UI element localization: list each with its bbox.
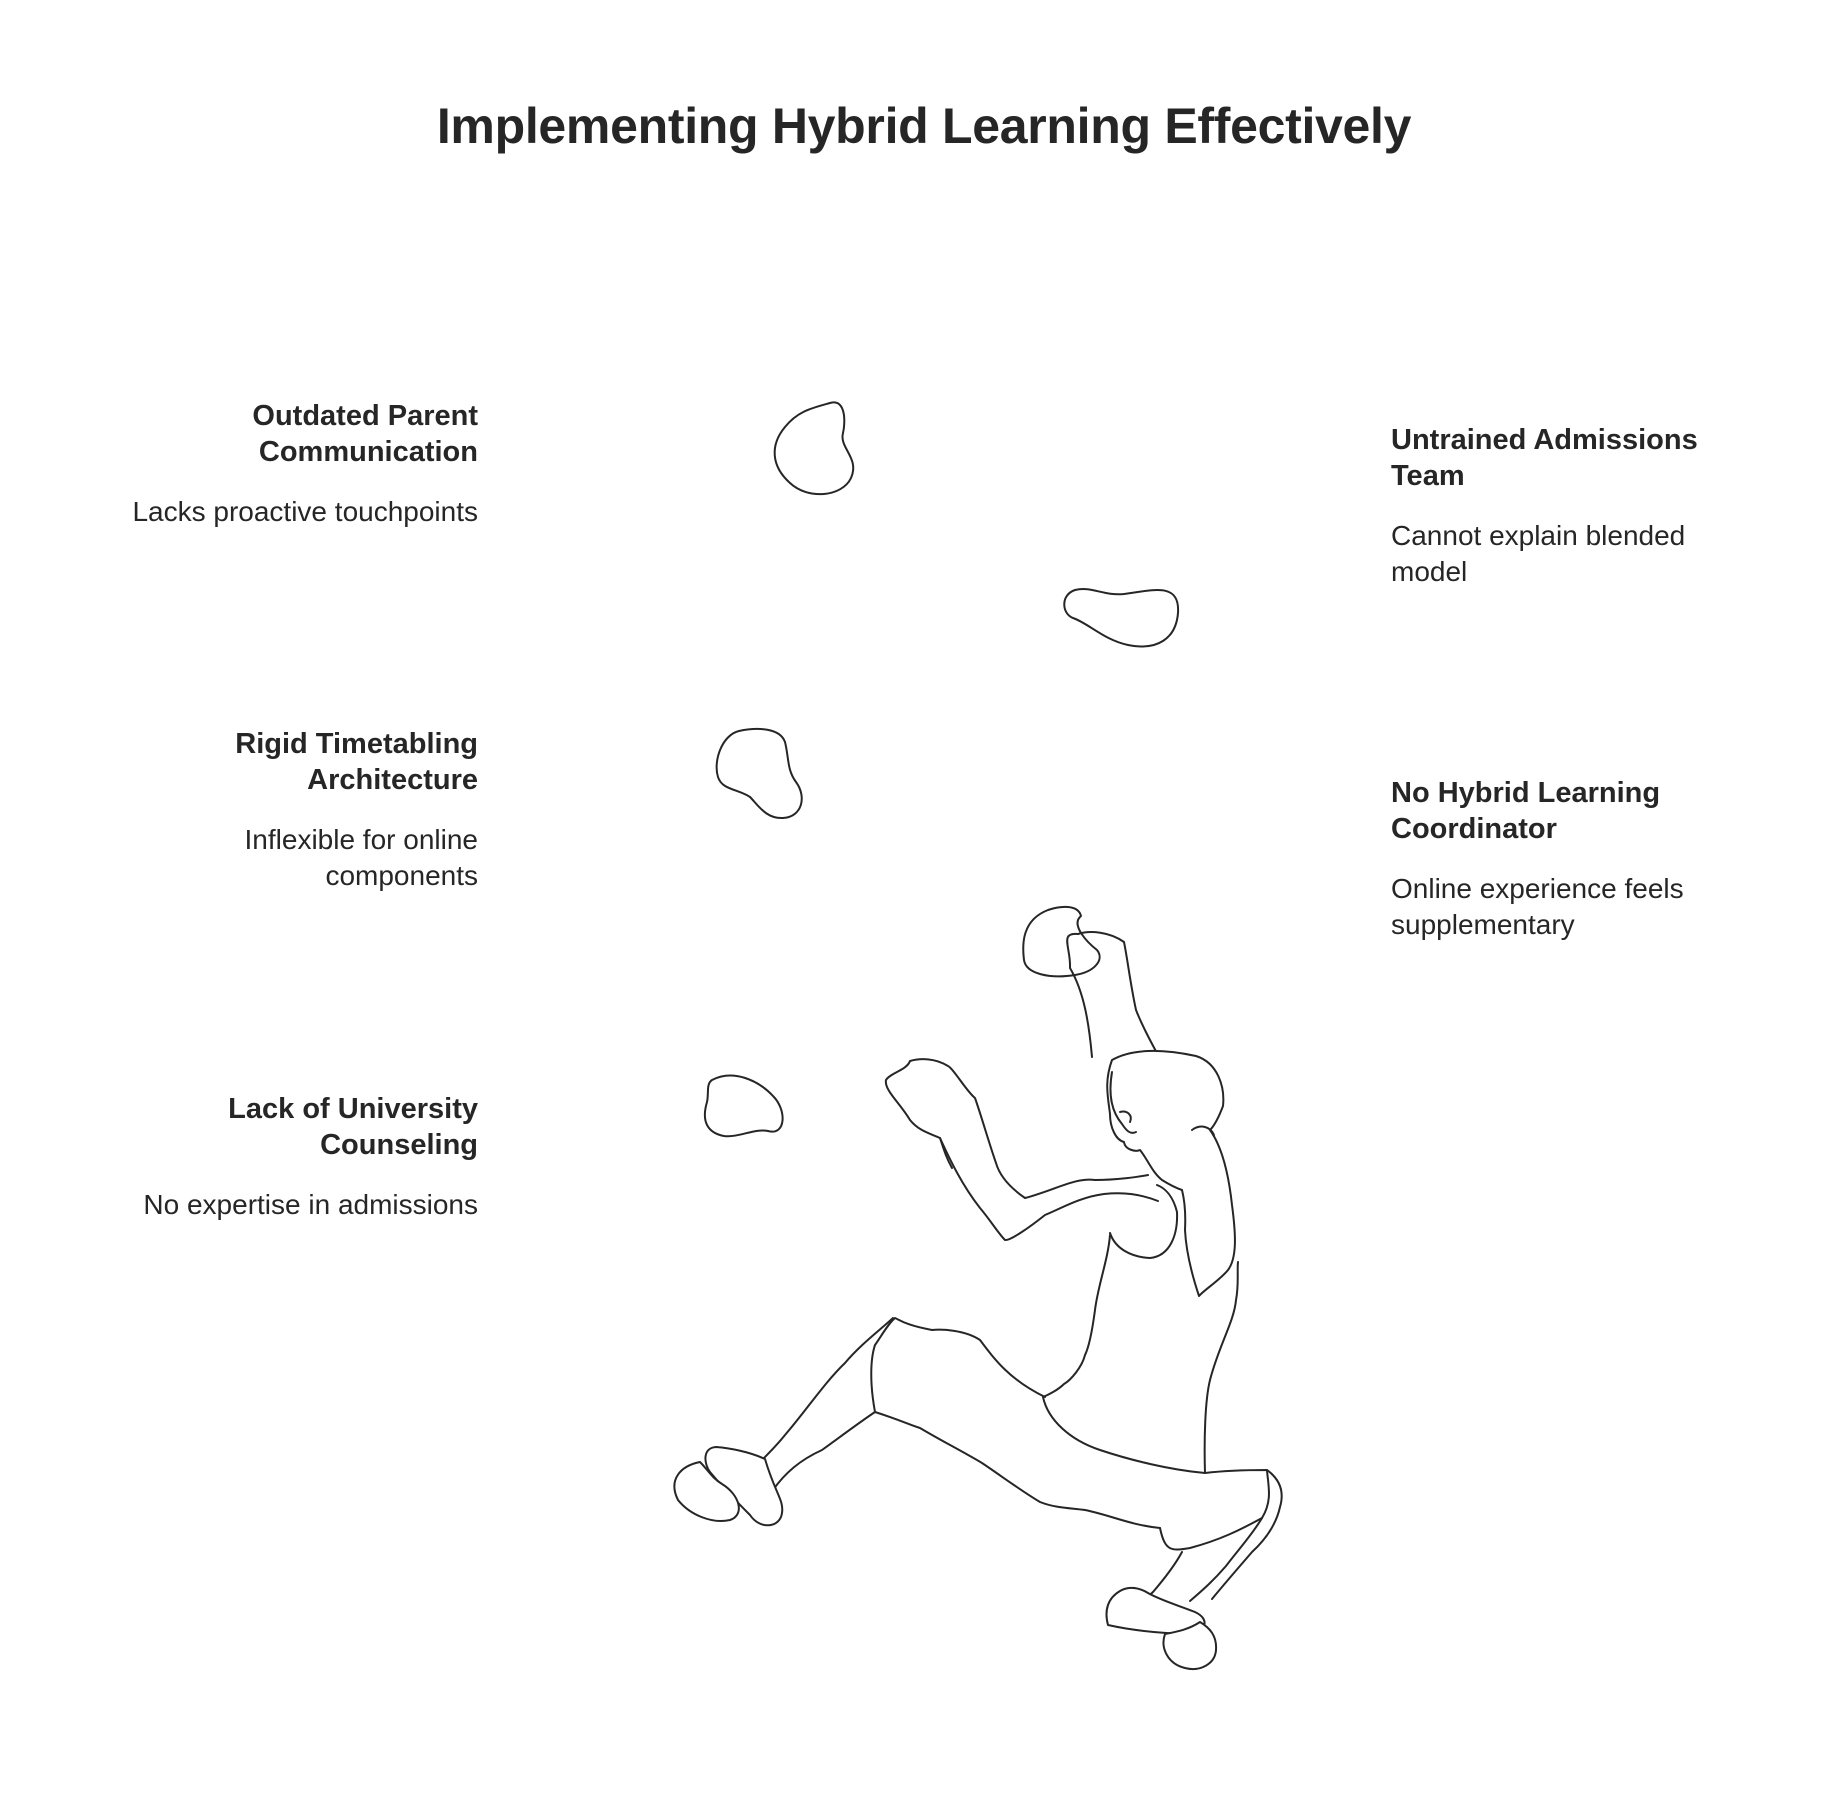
climbing-hold-icon: [775, 402, 854, 494]
climbing-hold-icon: [705, 1076, 783, 1137]
climbing-hold-icon: [1064, 589, 1178, 646]
page-title: Implementing Hybrid Learning Effectively: [436, 98, 1412, 154]
climbing-hold-icon: [717, 729, 802, 818]
challenge-heading: Rigid Timetabling Architecture: [235, 728, 478, 796]
climbing-hold-icon: [1023, 907, 1099, 976]
challenge-heading: No Hybrid Learning Coordinator: [1391, 777, 1661, 845]
challenge-heading: Outdated Parent Communication: [252, 400, 478, 468]
climber-figure: [674, 932, 1281, 1669]
challenge-heading: Untrained Admissions Team: [1391, 424, 1698, 492]
challenge-description: Lacks proactive touchpoints: [132, 496, 478, 527]
challenge-heading: Lack of University Counseling: [228, 1093, 478, 1161]
challenge-description: Cannot explain blended model: [1391, 520, 1686, 587]
challenge-description: Inflexible for online components: [244, 824, 478, 891]
challenge-description: Online experience feels supplementary: [1391, 873, 1684, 940]
challenge-description: No expertise in admissions: [143, 1189, 478, 1220]
